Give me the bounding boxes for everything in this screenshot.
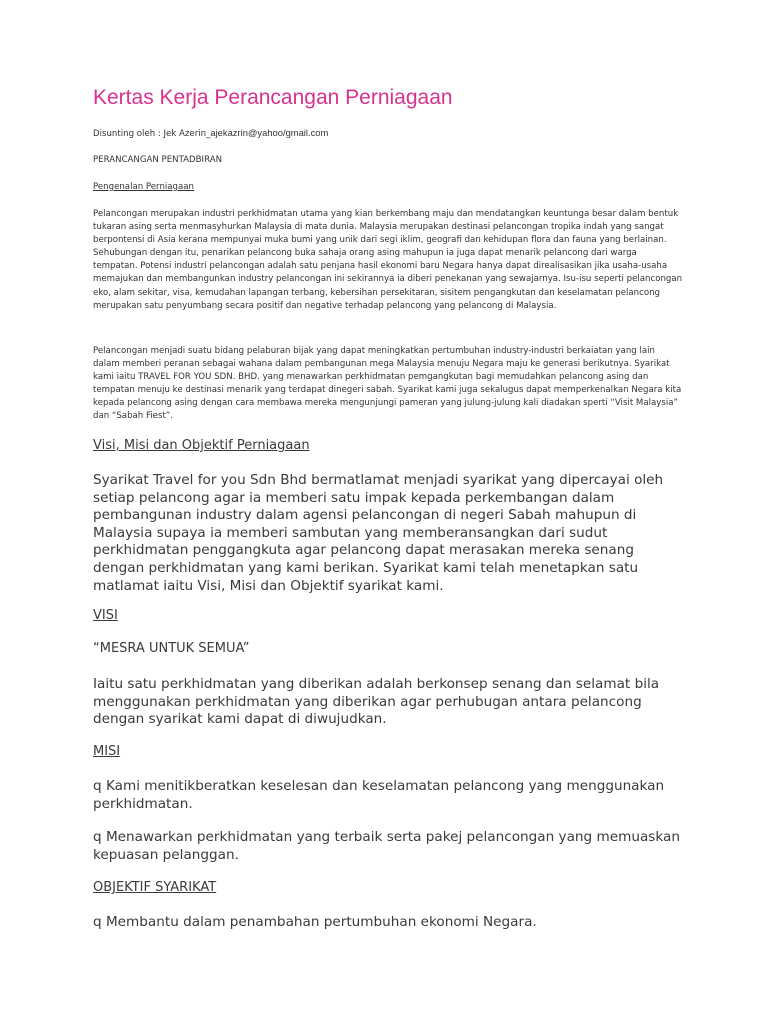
misi-heading: MISI <box>93 744 121 759</box>
byline-label: Disunting oleh : Jek Azerin_ <box>93 129 211 139</box>
byline <box>93 126 328 141</box>
objektif-heading: OBJEKTIF SYARIKAT <box>93 880 217 895</box>
vmo-heading: Visi, Misi dan Objektif Perniagaan <box>93 438 310 453</box>
visi-slogan: “MESRA UNTUK SEMUA” <box>93 641 250 656</box>
intro-paragraph-2: Pelancongan menjadi suatu bidang pelaburan bijak yang dapat meningkatkan pertumbuhan industry-industri berkaiatan yang lain dalam memberi peranan sebagai wahana dalam pembangunan mega Malaysia menuju Negara maju ke generasi berikutnya. Syarikat kami iaitu TRAVEL FOR YOU SDN. BHD. yang menawarkan perkhidmatan pemgangkutan bagi memudahkan pelancong asing dan tempatan menuju ke destinasi menarik yang terdapat dinegeri sabah. Syarikat kami juga sekalugus dapat memperkenalkan Negara kita kepada pelancong asing dengan cara membawa mereka mengunjungi pameran yang julung-julung kali diadakan sperti “Visit Malaysia” dan “Sabah Fiest”. <box>93 346 682 422</box>
intro-heading: Pengenalan Perniagaan <box>93 182 194 192</box>
vmo-paragraph: Syarikat Travel for you Sdn Bhd bermatlamat menjadi syarikat yang dipercayai oleh setiap pelancong agar ia memberi satu impak kepada perkembangan dalam pembangunan industry dalam agensi pelancongan di negeri Sabah mahupun di Malaysia supaya ia memberi sambutan yang memberansangkan dari sudut perkhidmatan penggangkuta agar pelancong dapat merasakan mereka senang dengan perkhidmatan yang kami berikan. Syarikat kami telah menetapkan satu matlamat iaitu Visi, Misi dan Objektif syarikat kami. <box>93 472 664 594</box>
misi-item-1: q Kami menitikberatkan keselesan dan keselamatan pelancong yang menggunakan perkhidmatan. <box>93 778 665 812</box>
misi-item-2: q Menawarkan perkhidmatan yang terbaik serta pakej pelancongan yang memuaskan kepuasan pelanggan. <box>93 829 680 863</box>
byline-email: ajekazrin@yahoo/gmail.com <box>210 127 329 138</box>
objektif-item-1: q Membantu dalam penambahan pertumbuhan ekonomi Negara. <box>93 914 537 930</box>
section-admin-heading: PERANCANGAN PENTADBIRAN <box>93 155 223 165</box>
document-title: Kertas Kerja Perancangan Perniagaan <box>93 86 453 109</box>
visi-heading: VISI <box>93 608 118 623</box>
visi-paragraph: Iaitu satu perkhidmatan yang diberikan adalah berkonsep senang dan selamat bila menggunakan perkhidmatan yang diberikan agar perhubugan antara pelancong dengan syarikat kami dapat di diwujudkan. <box>93 676 660 728</box>
intro-paragraph-1: Pelancongan merupakan industri perkhidmatan utama yang kian berkembang maju dan mendatangkan keuntunga besar dalam bentuk tukaran asing serta menmasyhurkan Malaysia di mata dunia. Malaysia merupakan destinasi pelancongan tropika indah yang sangat berpontensi di Asia kerana mempunyai muka bumi yang unik dari segi iklim, geografi dan kehidupan flora dan fauna yang berlainan. Sehubungan dengan itu, penarikan pelancong buka sahaja orang asing mahupun ia juga dapat menarik pelancong dari warga tempatan. Potensi industri pelancongan adalah satu penjana hasil ekonomi baru Negara hanya dapat direalisasikan jika usaha-usaha memajukan dan membangunkan industry pelancongan ini sekirannya ia diberi penekanan yang sewajarnya. Isu-isu seperti pelancongan eko, alam sekitar, visa, kemudahan lapangan terbang, kebersihan persekitaran, sisitem pengangkutan dan keselamatan pelancong merupakan satu penyumbang secara positif dan negative terhadap pelancong yang pelancong di Malaysia. <box>93 209 683 311</box>
